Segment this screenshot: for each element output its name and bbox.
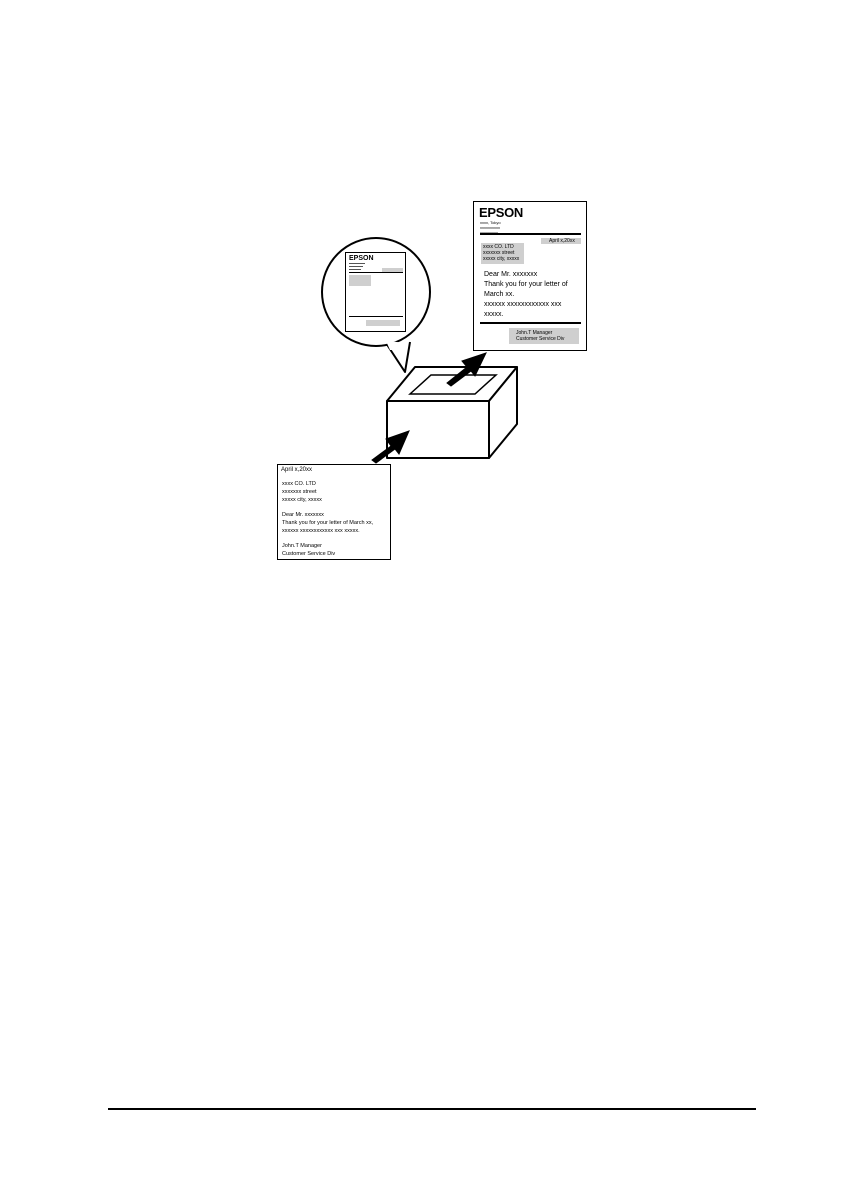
page-footer-rule <box>108 1108 756 1110</box>
input-letter-address-line: xxxx CO. LTD <box>282 481 316 487</box>
output-letter-date: April x,20xx <box>549 238 575 244</box>
output-letter-header-line: xxxx, Tokyo <box>480 220 501 225</box>
output-letter-address-line: xxxxxxx street <box>483 250 515 256</box>
output-letter-address-line: xxxxx city, xxxxx <box>483 256 520 262</box>
magnified-form-address-field <box>349 275 371 286</box>
input-letter <box>277 464 391 560</box>
input-letter-date: April x,20xx <box>281 467 313 473</box>
input-letter-body-line: Thank you for your letter of March xx, <box>282 520 374 526</box>
input-letter-greeting: Dear Mr. xxxxxxx <box>282 512 324 518</box>
output-letter <box>473 201 587 351</box>
magnified-form-line <box>349 269 361 270</box>
input-letter-body-line: xxxxxx xxxxxxxxxxxx xxx xxxxx. <box>282 528 360 534</box>
output-letter-signature-line: John.T Manager <box>516 330 553 336</box>
magnified-form-signature-field <box>366 320 400 326</box>
input-letter-address-line: xxxxxxx street <box>282 489 317 495</box>
output-letter-body-line: xxxxxx xxxxxxxxxxxx xxx <box>484 301 562 308</box>
output-letter-header-line: xxxxxxxxxx <box>480 225 500 230</box>
output-letter-body-line: March xx. <box>484 291 515 298</box>
magnified-form-line <box>349 266 363 267</box>
output-letter-logo: EPSON <box>479 205 524 220</box>
output-letter-body-line: Thank you for your letter of <box>484 281 568 288</box>
magnified-form-footer-rule <box>349 316 403 317</box>
magnified-form-page <box>345 252 406 332</box>
output-letter-address-line: xxxx CO. LTD <box>483 244 514 250</box>
magnified-form-line <box>349 263 365 264</box>
magnified-form-logo: EPSON <box>349 255 374 262</box>
output-letter-body-line: xxxxx. <box>484 311 504 318</box>
magnified-form-date-field <box>382 268 403 272</box>
input-letter-signature-line: Customer Service Div <box>282 551 336 557</box>
input-letter-address-line: xxxxx city, xxxxx <box>282 497 322 503</box>
input-letter-signature-line: John.T Manager <box>282 543 322 549</box>
output-letter-greeting: Dear Mr. xxxxxxx <box>484 271 538 278</box>
output-letter-signature-line: Customer Service Div <box>516 336 565 342</box>
output-letter-footer-rule <box>480 322 581 324</box>
output-letter-header-rule <box>480 233 581 235</box>
magnified-form-header-rule <box>349 272 403 273</box>
